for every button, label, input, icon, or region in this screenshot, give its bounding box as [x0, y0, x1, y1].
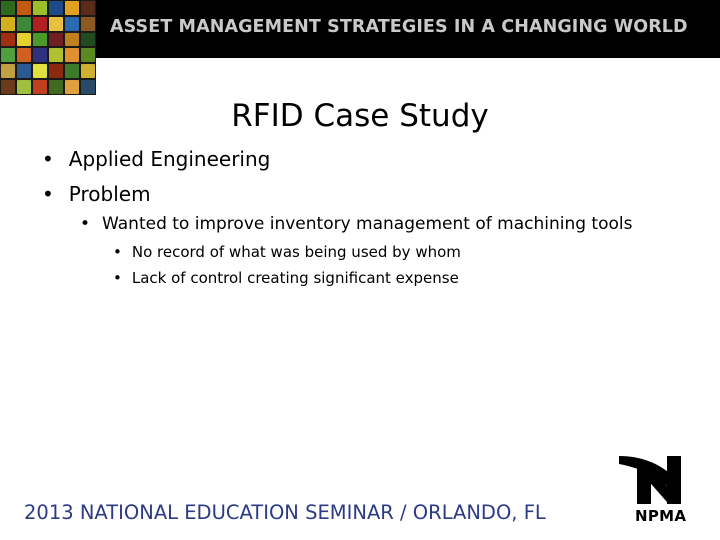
header-title: ASSET MANAGEMENT STRATEGIES IN A CHANGING WORLD — [110, 17, 688, 37]
bullet-text: Applied Engineering — [68, 147, 271, 171]
slide-title — [0, 98, 720, 134]
bullet-marker: • — [113, 243, 122, 261]
bullet-item — [42, 182, 151, 206]
logo-text: NPMA — [635, 507, 687, 525]
bullet-text: No record of what was being used by whom — [131, 243, 461, 261]
sub-bullet-item — [80, 214, 632, 234]
bullet-text: Lack of control creating significant expense — [131, 269, 459, 287]
footer-seminar-text: 2013 NATIONAL EDUCATION SEMINAR / ORLANDO, FL — [24, 501, 546, 524]
header-band — [0, 0, 720, 58]
bullet-item — [42, 147, 270, 171]
bullet-marker: • — [80, 214, 91, 234]
sub-sub-bullet-item — [113, 243, 461, 261]
bullet-text: Problem — [68, 182, 151, 206]
bullet-marker: • — [113, 269, 122, 287]
slide-title-text: RFID Case Study — [231, 98, 489, 134]
sub-sub-bullet-item — [113, 269, 459, 287]
bullet-marker: • — [42, 182, 54, 206]
bullet-text: Wanted to improve inventory management of machining tools — [102, 214, 633, 234]
bullet-marker: • — [42, 147, 54, 171]
header-mosaic-image — [0, 0, 96, 95]
